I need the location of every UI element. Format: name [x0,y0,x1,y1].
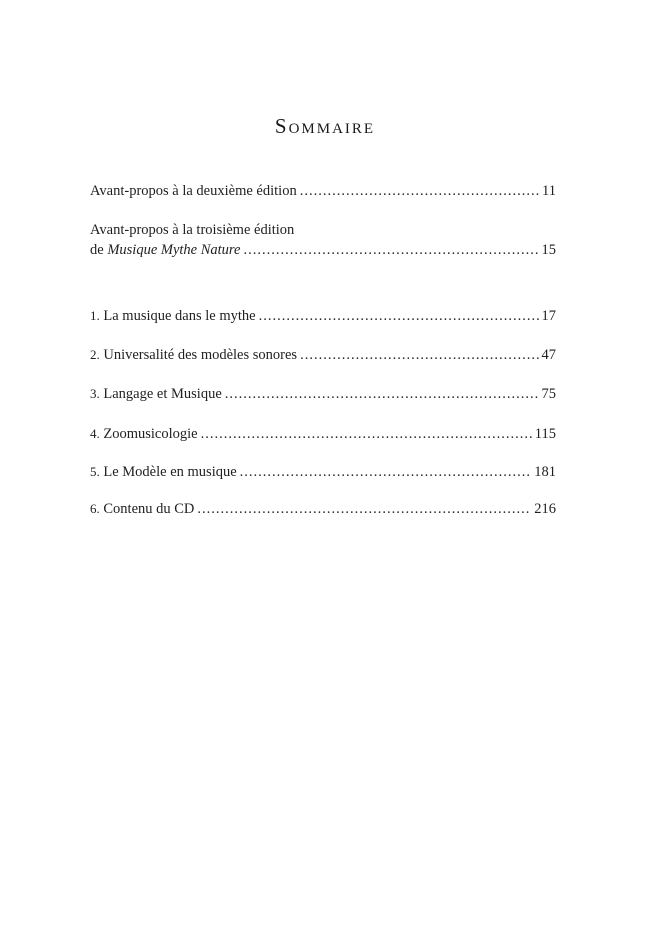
toc-entry-chapter-5[interactable] [90,462,556,482]
toc-page-number: 15 [541,242,556,258]
toc-entry-label-line1: Avant-propos à la troisième édition [90,222,295,238]
dot-leader [240,462,532,482]
dot-leader [201,424,532,444]
chapter-number: 6. [90,501,100,516]
toc-entry-preface-3rd-edition[interactable] [90,220,556,260]
chapter-title: La musique dans le mythe [103,308,256,324]
chapter-number: 4. [90,426,100,441]
chapter-number: 2. [90,347,100,362]
toc-page-number: 216 [534,501,556,517]
toc-page-number: 17 [541,308,556,324]
toc-entry-label [90,499,194,519]
toc-page-number: 181 [534,464,556,480]
toc-entry-chapter-6[interactable] [90,499,556,519]
toc-entry-chapter-3[interactable] [90,384,556,404]
toc-entry-label-line2 [90,240,240,260]
chapter-title: Zoomusicologie [103,426,198,442]
toc-page-number: 115 [534,426,556,442]
toc-entry-chapter-2[interactable] [90,345,556,365]
page-title: Sommaire [274,114,376,138]
dot-leader [300,345,538,365]
toc-entry-preface-2nd-edition[interactable] [90,181,556,201]
dot-leader [300,181,539,201]
toc-entry-label [90,345,297,365]
toc-entry-label [90,306,256,326]
chapter-number: 1. [90,308,100,323]
chapter-title: Contenu du CD [103,501,195,517]
dot-leader [243,240,538,260]
toc-page-number: 75 [541,386,556,402]
toc-entry-chapter-4[interactable] [90,424,556,444]
chapter-number: 3. [90,386,100,401]
dot-leader [259,306,539,326]
toc-entry-prefix: de [90,242,108,258]
chapter-title: Le Modèle en musique [103,464,237,480]
toc-page-number: 11 [542,183,556,199]
toc-page-number: 47 [541,347,556,363]
dot-leader [197,499,531,519]
dot-leader [225,384,539,404]
chapter-title: Universalité des modèles sonores [103,347,298,363]
toc-entry-label [90,424,198,444]
chapter-title: Langage et Musique [103,386,222,402]
book-title-italic: Musique Mythe Nature [107,242,241,258]
toc-entry-chapter-1[interactable] [90,306,556,326]
chapter-number: 5. [90,464,100,479]
toc-entry-label [90,462,237,482]
toc-entry-label: Avant-propos à la deuxième édition [90,183,297,199]
toc-entry-label [90,384,222,404]
